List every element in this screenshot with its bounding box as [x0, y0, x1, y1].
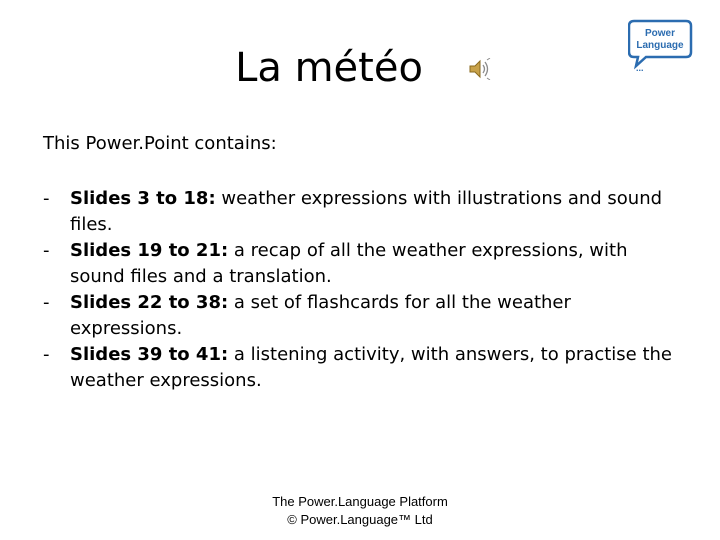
logo-line2: Language [636, 40, 684, 51]
bullet-dash: - [43, 292, 50, 313]
bullet-slides-range: Slides 39 to 41: [70, 344, 229, 365]
speaker-icon[interactable] [468, 58, 492, 80]
bullet-slides-range: Slides 3 to 18: [70, 188, 216, 209]
bullet-item [43, 186, 683, 238]
slide-title [0, 40, 720, 96]
bullet-description: weather expressions with illustrations and sound files. [70, 188, 663, 235]
bullet-dash: - [43, 188, 50, 209]
bullet-description: a listening activity, with answers, to practise the weather expressions. [70, 344, 672, 391]
footer [0, 493, 720, 529]
bullet-item [43, 238, 683, 290]
bullet-dash: - [43, 240, 50, 261]
intro-text: This Power.Point contains: [43, 133, 277, 154]
logo-trail: ... [636, 63, 644, 72]
footer-line2: © Power.Language™ Ltd [287, 512, 433, 527]
logo-line1: Power [644, 28, 676, 39]
power-language-logo [628, 18, 694, 72]
bullet-item [43, 290, 683, 342]
bullet-description: a set of flashcards for all the weather expressions. [70, 292, 571, 339]
bullet-list [43, 186, 683, 394]
bullet-dash: - [43, 344, 50, 365]
bullet-slides-range: Slides 22 to 38: [70, 292, 229, 313]
footer-line1: The Power.Language Platform [272, 494, 448, 509]
bullet-description: a recap of all the weather expressions, with sound files and a translation. [70, 240, 628, 287]
title-text: La météo [235, 45, 423, 91]
bullet-item [43, 342, 683, 394]
bullet-slides-range: Slides 19 to 21: [70, 240, 229, 261]
